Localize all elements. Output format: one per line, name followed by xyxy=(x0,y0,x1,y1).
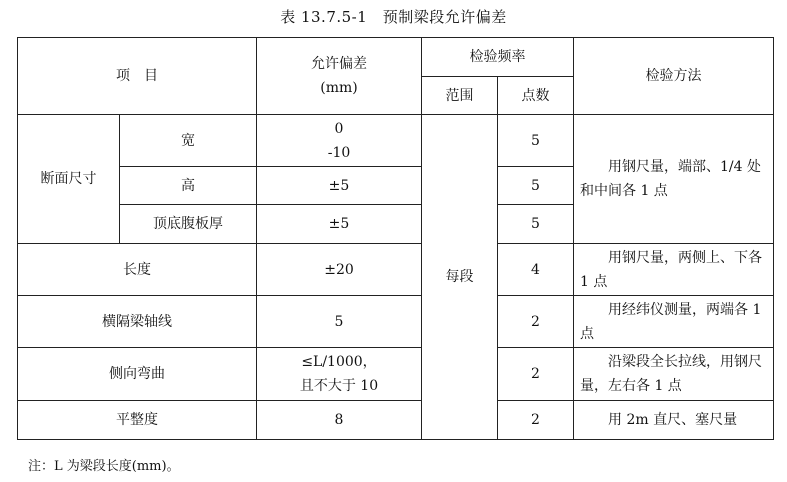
tolerance-upper: ≤L/1000， xyxy=(301,354,377,370)
tolerance-cell: ±20 xyxy=(257,244,422,296)
item-cell: 顶底腹板厚 xyxy=(120,205,257,244)
method-cell: 沿梁段全长拉线，用钢尺量，左右各 1 点 xyxy=(574,348,774,401)
points-cell: 2 xyxy=(498,296,574,348)
table-row xyxy=(18,296,774,348)
scope-cell: 每段 xyxy=(422,115,498,440)
item-cell: 长度 xyxy=(18,244,257,296)
points-cell: 2 xyxy=(498,401,574,440)
method-cell: 用 2m 直尺、塞尺量 xyxy=(574,401,774,440)
tolerance-upper: 0 xyxy=(334,120,344,137)
header-method: 检验方法 xyxy=(574,38,774,115)
table-row xyxy=(18,401,774,440)
points-cell: 5 xyxy=(498,115,574,167)
method-cell: 用钢尺量，端部、1/4 处和中间各 1 点 xyxy=(574,115,774,244)
header-points: 点数 xyxy=(498,77,574,115)
tolerance-cell: 5 xyxy=(257,296,422,348)
header-item: 项 目 xyxy=(18,38,257,115)
tolerance-cell xyxy=(257,115,422,167)
item-cell: 横隔梁轴线 xyxy=(18,296,257,348)
method-cell: 用经纬仪测量，两端各 1 点 xyxy=(574,296,774,348)
header-frequency: 检验频率 xyxy=(422,38,574,77)
tolerance-cell xyxy=(257,348,422,401)
points-cell: 5 xyxy=(498,205,574,244)
table-row xyxy=(18,115,774,167)
table-title: 表 13.7.5-1 预制梁段允许偏差 xyxy=(280,8,507,26)
table-note: 注：L 为梁段长度(mm)。 xyxy=(28,459,180,474)
tolerance-table xyxy=(17,37,774,440)
tolerance-cell: ±5 xyxy=(257,167,422,205)
method-cell: 用钢尺量，两侧上、下各 1 点 xyxy=(574,244,774,296)
item-cell: 侧向弯曲 xyxy=(18,348,257,401)
table-row xyxy=(18,244,774,296)
tolerance-cell: ±5 xyxy=(257,205,422,244)
section-label: 断面尺寸 xyxy=(18,115,120,244)
header-tolerance xyxy=(257,38,422,115)
item-cell: 平整度 xyxy=(18,401,257,440)
header-tolerance-label: 允许偏差 xyxy=(311,56,367,72)
table-row xyxy=(18,348,774,401)
header-tolerance-unit: (mm) xyxy=(320,80,358,96)
header-scope: 范围 xyxy=(422,77,498,115)
tolerance-cell: 8 xyxy=(257,401,422,440)
item-cell: 高 xyxy=(120,167,257,205)
item-cell: 宽 xyxy=(120,115,257,167)
tolerance-lower: 且不大于 10 xyxy=(299,378,379,394)
points-cell: 5 xyxy=(498,167,574,205)
points-cell: 2 xyxy=(498,348,574,401)
header-row-1 xyxy=(18,38,774,77)
points-cell: 4 xyxy=(498,244,574,296)
tolerance-lower: -10 xyxy=(327,144,351,161)
